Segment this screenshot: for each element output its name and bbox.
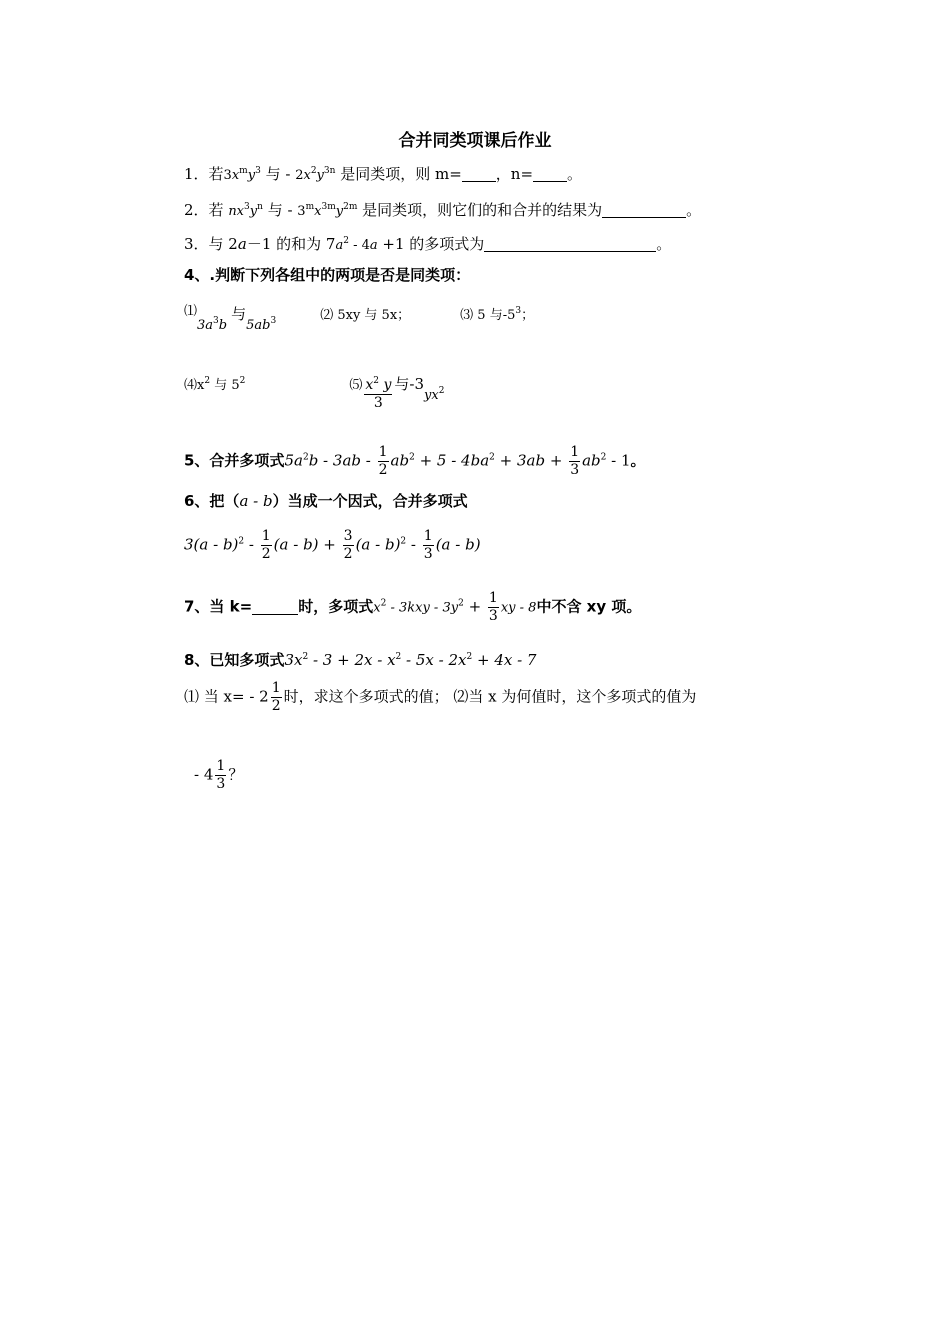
fraction-1-2: $\frac{1}{2}$	[271, 680, 281, 714]
question-4-row-1: $⑴3a^3b$与$5ab^3$ ⑵ 5xy 与 5x； ⑶ 5 与$-5^3$；	[184, 304, 535, 333]
fraction-3-2: $\frac{3}{2}$	[343, 528, 353, 562]
question-4: 4、.判断下列各组中的两项是否是同类项：	[184, 266, 471, 284]
question-1: 1．若$3x^my^3$ 与 - $2x^2y^{3n}$ 是同类项，则 m= ，n= 。	[184, 165, 583, 183]
question-8-value: - 4 $\frac{1}{3}$ ？	[194, 758, 244, 792]
page-title: 合并同类项课后作业	[398, 131, 552, 151]
answer-blank-n[interactable]	[533, 167, 567, 182]
fraction-1-3: $\frac{1}{3}$	[570, 444, 580, 478]
fraction-x2y-over-3: $\frac{x^2 y}{3}$	[364, 373, 392, 412]
answer-blank-sum[interactable]	[602, 203, 686, 218]
question-4-row-2: $⑷x^2$ 与 $5^2$ ⑸ $\frac{x^2 y}{3}$ 与$-3yx^2$	[184, 375, 445, 411]
question-8: 8、已知多项式$3x^2 - 3 + 2x - x^2 - 5x - 2x^2 + 4x - 7$	[184, 651, 537, 669]
question-6-expression: 3(a - b)$^2$ - $\frac{1}{2}$ (a - b) + $\frac{3}{2}$ (a - b)$^2$ - $\frac{1}{3}$ (a - b)	[184, 528, 481, 562]
fraction-1-2: $\frac{1}{2}$	[261, 528, 271, 562]
fraction-1-2: $\frac{1}{2}$	[378, 444, 388, 478]
answer-blank-k[interactable]	[252, 600, 298, 615]
question-8-parts: ⑴ 当 x= - 2 $\frac{1}{2}$ 时，求这个多项式的值； ⑵当 x 为何值时，这个多项式的值为	[184, 680, 697, 714]
fraction-1-3: $\frac{1}{3}$	[488, 590, 498, 624]
question-5: 5、合并多项式$5a^2b - 3ab$ - $\frac{1}{2}$ $ab^2 + 5 - 4ba^2 + 3ab$ + $\frac{1}{3}$ $ab^2 - 1$。	[184, 444, 646, 478]
question-2: 2．若 $nx^3y^n$ 与 - $3^mx^{3m}y^{2m}$ 是同类项，则它们的和合并的结果为 。	[184, 201, 702, 219]
answer-blank-polynomial[interactable]	[484, 237, 656, 252]
fraction-1-3: $\frac{1}{3}$	[423, 528, 433, 562]
question-7: 7、当 k= 时，多项式$x^2 - 3kxy - 3y^2$ + $\frac{1}{3}$ xy - 8中不含 xy 项。	[184, 590, 642, 624]
question-3: 3．与 2a－1 的和为 $7a^2 - 4a +1$ 的多项式为 。	[184, 235, 672, 253]
fraction-1-3: $\frac{1}{3}$	[216, 758, 226, 792]
question-6: 6、把（a - b）当成一个因式，合并多项式	[184, 492, 468, 510]
answer-blank-m[interactable]	[462, 167, 496, 182]
